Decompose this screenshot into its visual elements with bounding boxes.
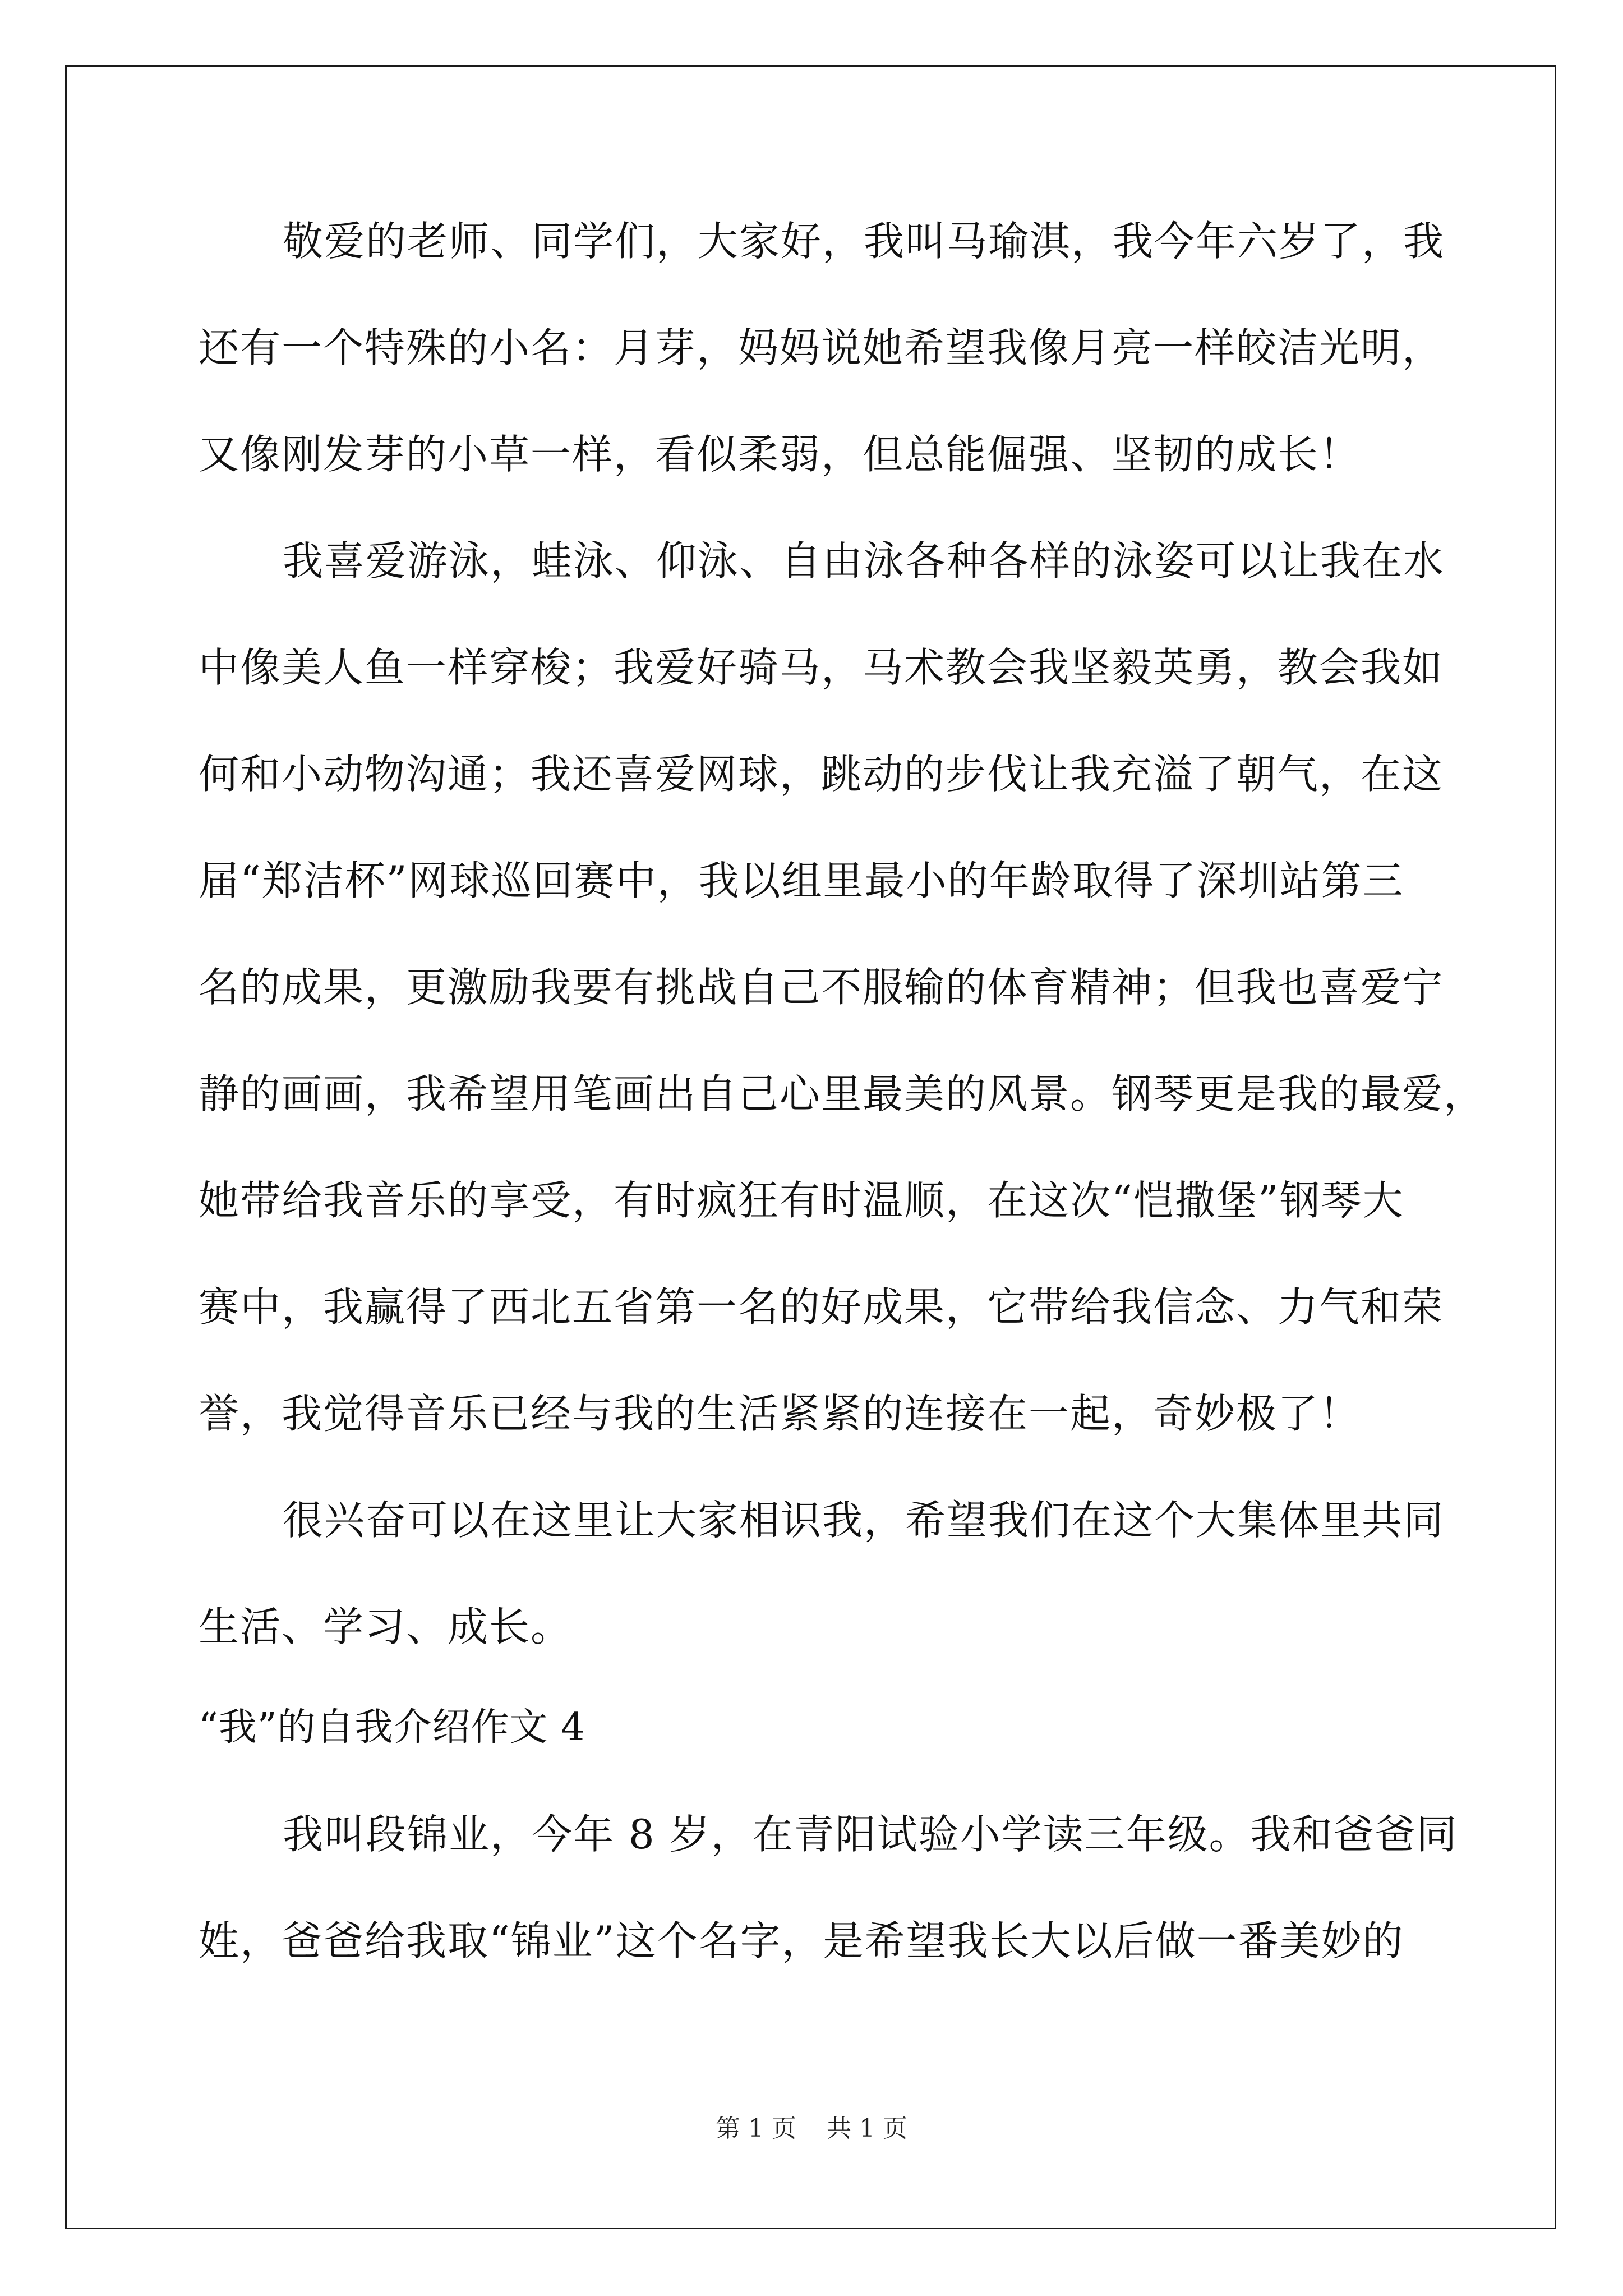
paragraph-3-line-1: 很兴奋可以在这里让大家相识我，希望我们在这个大集体里共同 [283,1497,1445,1544]
paragraph-2-line-3: 何和小动物沟通；我还喜爱网球，跳动的步伐让我充溢了朝气，在这 [199,751,1444,798]
paragraph-4-line-2: 姓，爸爸给我取“锦业”这个名字，是希望我长大以后做一番美妙的 [199,1917,1404,1964]
section-heading: “我”的自我介绍作文 4 [199,1705,586,1750]
page-border [65,65,1556,2229]
paragraph-2-line-9: 誉，我觉得音乐已经与我的生活紧紧的连接在一起，奇妙极了！ [199,1390,1361,1437]
paragraph-4-line-1: 我叫段锦业，今年 8 岁，在青阳试验小学读三年级。我和爸爸同 [283,1811,1458,1858]
paragraph-2-line-5: 名的成果，更激励我要有挑战自己不服输的体育精神；但我也喜爱宁 [199,964,1444,1011]
paragraph-3-line-2: 生活、学习、成长。 [199,1603,573,1650]
page-footer [0,2112,1623,2146]
paragraph-1-line-2: 还有一个特殊的小名：月芽，妈妈说她希望我像月亮一样皎洁光明， [199,324,1444,371]
paragraph-1-line-1: 敬爱的老师、同学们，大家好，我叫马瑜淇，我今年六岁了，我 [283,218,1445,265]
paragraph-1-line-3: 又像刚发芽的小草一样，看似柔弱，但总能倔强、坚韧的成长！ [199,431,1361,478]
page-number: 第 1 页 [716,2114,796,2143]
paragraph-2-line-4: 届“郑洁杯”网球巡回赛中，我以组里最小的年龄取得了深圳站第三 [199,857,1404,904]
paragraph-2-line-1: 我喜爱游泳，蛙泳、仰泳、自由泳各种各样的泳姿可以让我在水 [283,537,1445,585]
page-total: 共 1 页 [827,2114,907,2143]
paragraph-2-line-6: 静的画画，我希望用笔画出自己心里最美的风景。钢琴更是我的最爱， [199,1070,1486,1117]
paragraph-2-line-2: 中像美人鱼一样穿梭；我爱好骑马，马术教会我坚毅英勇，教会我如 [199,644,1444,691]
paragraph-2-line-7: 她带给我音乐的享受，有时疯狂有时温顺，在这次“恺撒堡”钢琴大 [199,1177,1404,1224]
paragraph-2-line-8: 赛中，我赢得了西北五省第一名的好成果，它带给我信念、力气和荣 [199,1283,1444,1331]
